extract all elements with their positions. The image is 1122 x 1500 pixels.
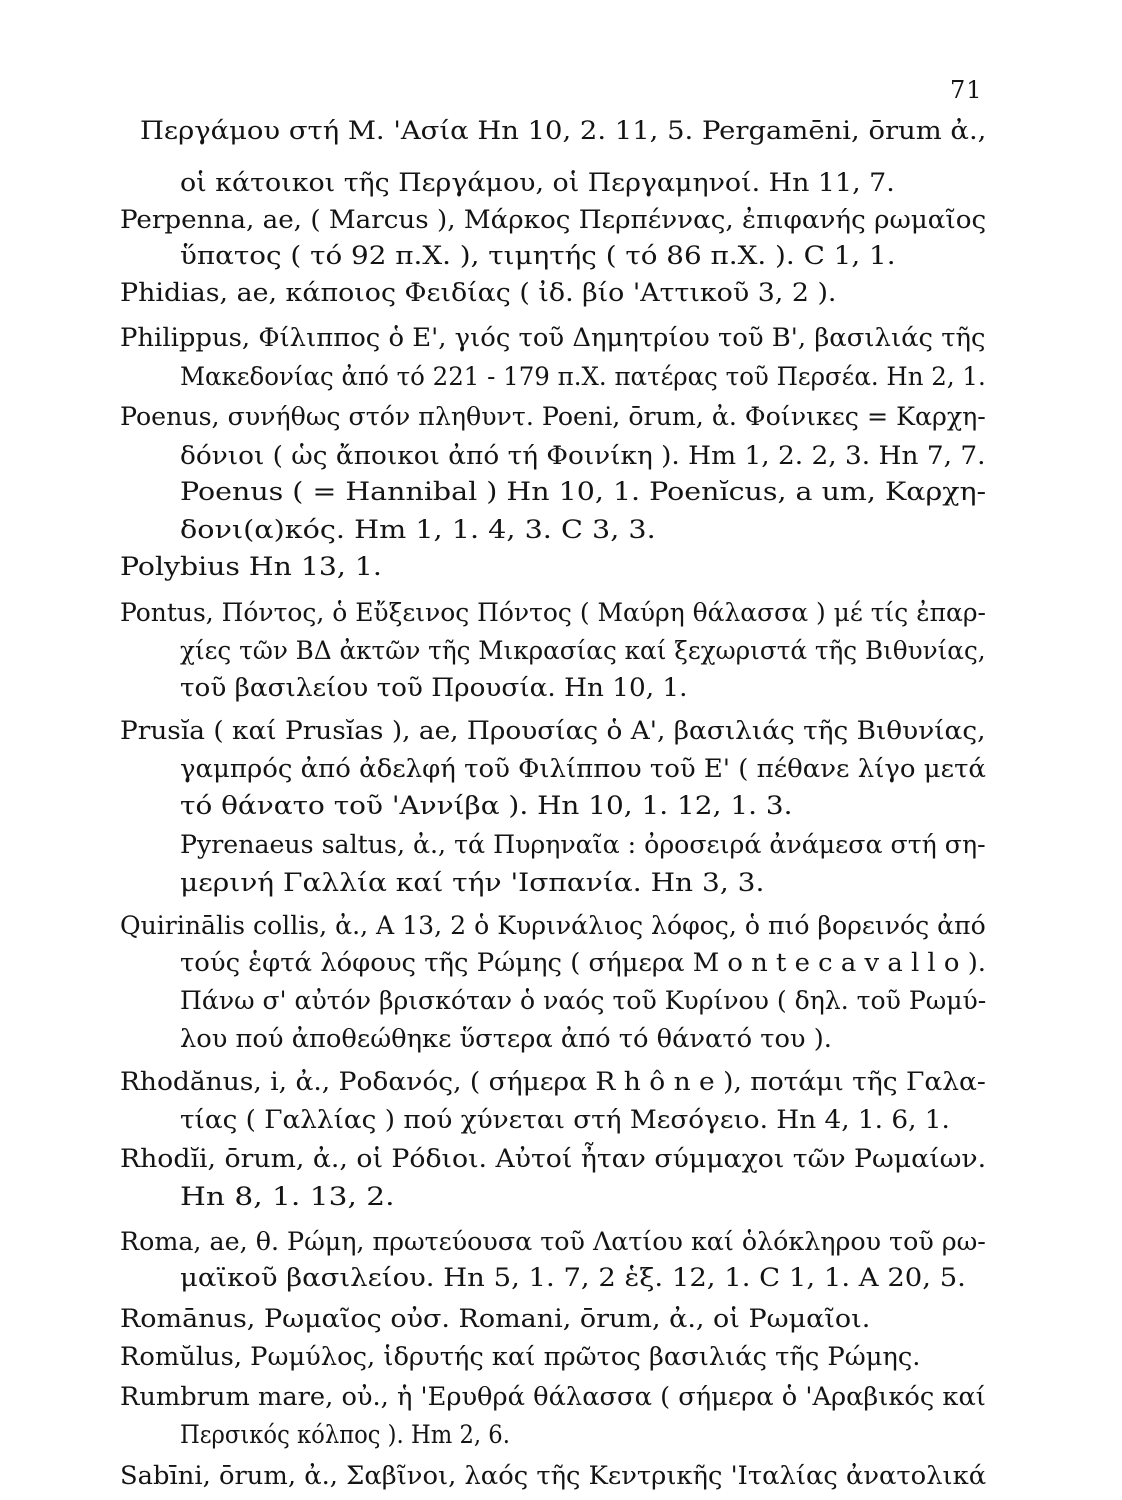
text-line: Πάνω σ' αὐτόν βρισκόταν ὁ ναός τοῦ Κυρίνου ( δηλ. τοῦ Ρωμύ- [180,986,987,1017]
text-line: τούς ἑφτά λόφους τῆς Ρώμης ( σήμερα M o n t e c a v a l l o ). [180,947,987,978]
text-line: Romānus, Ρωμαῖος οὐσ. Romani, ōrum, ἀ., οἱ Ρωμαῖοι. [120,1304,871,1334]
page-number: 71 [950,76,983,104]
text-line: Rumbrum mare, οὐ., ἡ 'Ερυθρά θάλασσα ( σήμερα ὁ 'Αραβικός καί [120,1381,986,1412]
text-line: Περγάμου στή Μ. 'Ασία Hn 10, 2. 11, 5. Pergamēni, ōrum ἀ., [140,116,987,146]
text-line: δονι(α)κός. Hm 1, 1. 4, 3. C 3, 3. [180,515,656,546]
text-line: δόνιοι ( ὡς ἄποικοι ἀπό τή Φοινίκη ). Hm 1, 2. 2, 3. Hn 7, 7. [180,440,986,471]
text-line: ὕπατος ( τό 92 π.Χ. ), τιμητής ( τό 86 π.Χ. ). C 1, 1. [180,241,896,272]
text-line: Poenus ( = Hannibal ) Hn 10, 1. Poenĭcus, a um, Καρχη- [180,476,987,507]
text-line: Hn 8, 1. 13, 2. [180,1181,395,1212]
text-line: Quirinālis collis, ἀ., A 13, 2 ὁ Κυρινάλιος λόφος, ὁ πιό βορεινός ἀπό [120,910,986,941]
text-line: μαϊκοῦ βασιλείου. Hn 5, 1. 7, 2 ἑξ. 12, 1. C 1, 1. A 20, 5. [180,1262,966,1293]
text-line: Pontus, Πόντος, ὁ Εὔξεινος Πόντος ( Μαύρη θάλασσα ) μέ τίς ἐπαρ- [120,597,986,628]
text-line: τοῦ βασιλείου τοῦ Προυσία. Hn 10, 1. [180,673,688,704]
text-line: Rhodănus, i, ἀ., Ροδανός, ( σήμερα R h ô n e ), ποτάμι τῆς Γαλα- [120,1066,986,1097]
text-line: οἱ κάτοικοι τῆς Περγάμου, οἱ Περγαμηνοί. Hn 11, 7. [180,167,895,198]
text-line: Philippus, Φίλιππος ὁ Ε', γιός τοῦ Δημητρίου τοῦ Β', βασιλιάς τῆς [120,322,986,353]
text-line: Poenus, συνήθως στόν πληθυντ. Poeni, ōrum, ἀ. Φοίνικες = Καρχη- [120,402,986,433]
text-line: Prusĭa ( καί Prusĭas ), ae, Προυσίας ὁ Α', βασιλιάς τῆς Βιθυνίας, [120,716,986,747]
text-line: Rhodĭi, ōrum, ἀ., οἱ Ρόδιοι. Αὐτοί ἦταν σύμμαχοι τῶν Ρωμαίων. [120,1144,987,1175]
text-line: Polybius Hn 13, 1. [120,551,382,582]
text-line: Μακεδονίας ἀπό τό 221 - 179 π.Χ. πατέρας τοῦ Περσέα. Hn 2, 1. [180,362,986,392]
text-line: Romŭlus, Ρωμύλος, ἱδρυτής καί πρῶτος βασιλιάς τῆς Ρώμης. [120,1342,921,1373]
text-line: χίες τῶν ΒΔ ἀκτῶν τῆς Μικρασίας καί ξεχωριστά τῆς Βιθυνίας, [180,635,986,666]
text-line: μερινή Γαλλία καί τήν 'Ισπανία. Hn 3, 3. [180,867,765,898]
text-line: Perpenna, ae, ( Marcus ), Μάρκος Περπέννας, ἐπιφανής ρωμαῖος [120,205,987,235]
text-line: γαμπρός ἀπό ἀδελφή τοῦ Φιλίππου τοῦ Ε' ( πέθανε λίγο μετά [180,753,986,784]
text-line: τό θάνατο τοῦ 'Αννίβα ). Hn 10, 1. 12, 1. 3. [180,790,793,821]
text-line: τίας ( Γαλλίας ) πού χύνεται στή Μεσόγειο. Hn 4, 1. 6, 1. [180,1104,950,1135]
text-line: Roma, ae, θ. Ρώμη, πρωτεύουσα τοῦ Λατίου καί ὁλόκληρου τοῦ ρω- [120,1226,986,1257]
text-line: λου πού ἀποθεώθηκε ὕστερα ἀπό τό θάνατό του ). [180,1023,832,1054]
text-line: Sabīni, ōrum, ἀ., Σαβῖνοι, λαός τῆς Κεντρικῆς 'Ιταλίας ἀνατολικά [120,1461,987,1491]
text-line: Pyrenaeus saltus, ἀ., τά Πυρηναῖα : ὀροσειρά ἀνάμεσα στή ση- [180,830,986,861]
text-line: Phidias, ae, κάποιος Φειδίας ( ἰδ. βίο 'Αττικοῦ 3, 2 ). [120,277,837,308]
text-line: Περσικός κόλπος ). Hm 2, 6. [180,1419,510,1450]
